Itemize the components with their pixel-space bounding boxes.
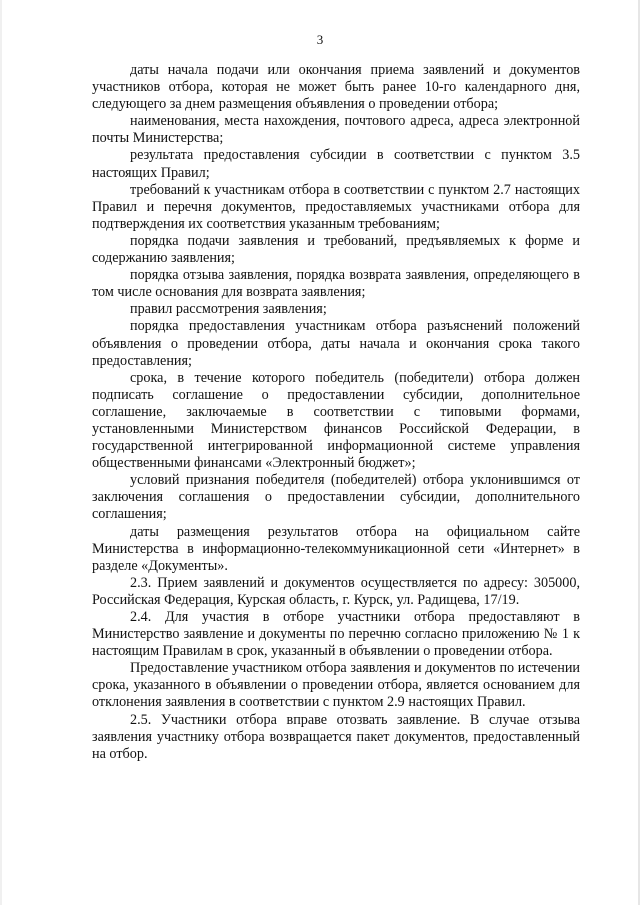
paragraph: даты начала подачи или окончания приема заявлений и документов участников отбора, которая не может быть ранее 10-го календарного дня, следующего за днем размещения объявления о проведении отбора; (92, 62, 580, 113)
paragraph: порядка подачи заявления и требований, предъявляемых к форме и содержанию заявления; (92, 232, 580, 267)
paragraph: 2.5. Участники отбора вправе отозвать заявление. В случае отзыва заявления участнику отбора возвращается пакет документов, предоставленный на отбор. (92, 711, 580, 762)
paragraph: наименования, места нахождения, почтового адреса, адреса электронной почты Министерства; (92, 113, 580, 147)
page-number: 3 (316, 32, 324, 47)
scan-edge-left (0, 0, 2, 905)
paragraph: Предоставление участником отбора заявления и документов по истечении срока, указанного в объявлении о проведении отбора, является основанием для отклонения заявления в соответствии с пунктом 2.9 настоящих Правил. (92, 660, 580, 711)
paragraph: условий признания победителя (победителей) отбора уклонившимся от заключения соглашения о предоставлении субсидии, дополнительного соглашения; (92, 472, 580, 523)
paragraph: 2.4. Для участия в отборе участники отбора предоставляют в Министерство заявление и документы по перечню согласно приложению № 1 к настоящим Правилам в срок, указанный в объявлении о проведении отбора. (92, 609, 580, 660)
paragraph: правил рассмотрения заявления; (130, 301, 327, 318)
paragraph: требований к участникам отбора в соответствии с пунктом 2.7 настоящих Правил и перечня документов, предоставляемых участниками отбора для подтверждения их соответствия указанным требованиям; (92, 181, 580, 232)
paragraph: 2.3. Прием заявлений и документов осуществляется по адресу: 305000, Российская Федерация, Курская область, г. Курск, ул. Радищева, 17/19. (92, 574, 580, 608)
paragraph: срока, в течение которого победитель (победители) отбора должен подписать соглашение о предоставлении субсидии, дополнительное соглашение, заключаемые в соответствии с типовыми формами, установленными Министерством финансов Российской Федерации, в государственной интегрированной информационной системе управления общественными финансами «Электронный бюджет»; (92, 369, 580, 472)
paragraph: даты размещения результатов отбора на официальном сайте Министерства в информационно-телекоммуникационной сети «Интернет» в разделе «Документы». (92, 523, 580, 574)
document-body (92, 62, 580, 763)
paragraph: результата предоставления субсидии в соответствии с пунктом 3.5 настоящих Правил; (92, 147, 580, 181)
paragraph: порядка отзыва заявления, порядка возврата заявления, определяющего в том числе основания для возврата заявления; (92, 267, 580, 301)
paragraph: порядка предоставления участникам отбора разъяснений положений объявления о проведении отбора, даты начала и окончания срока такого предоставления; (92, 318, 580, 369)
